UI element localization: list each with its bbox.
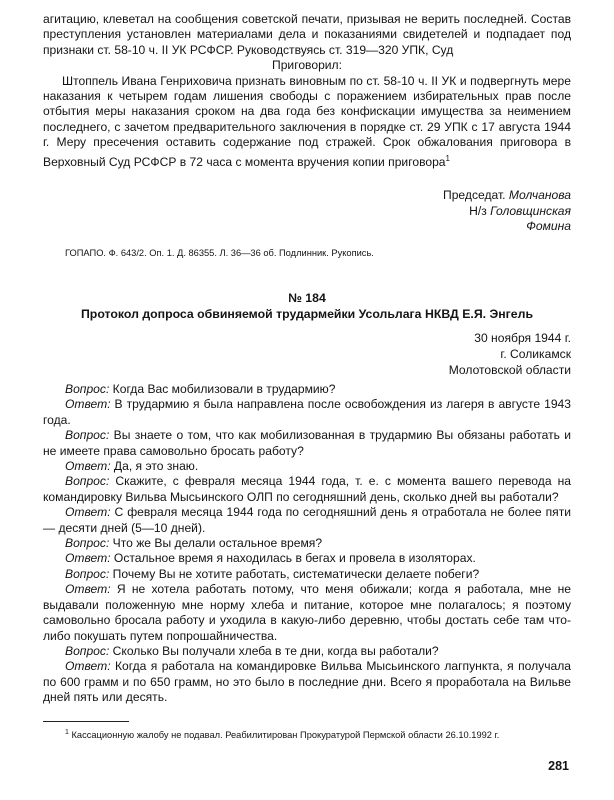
sentence-paragraph bbox=[43, 74, 571, 170]
doc-title: Протокол допроса обвиняемой трудармейки Усольлага НКВД Е.Я. Энгель bbox=[80, 307, 534, 321]
qa-item: Вопрос: Скажите, с февраля месяца 1944 года, т. е. с момента вашего перевода на командировку Вильва Мысьинского ОЛП по сегодняшний день, сколько дней вы работали? bbox=[43, 474, 571, 504]
archive-source: ГОПАПО. Ф. 643/2. Оп. 1. Д. 86355. Л. 36—36 об. Подлинник. Рукопись. bbox=[65, 248, 374, 258]
signatures bbox=[43, 188, 571, 235]
top-section bbox=[43, 12, 571, 170]
doc-number: № 184 bbox=[288, 291, 326, 305]
signature-name: Фомина bbox=[526, 219, 571, 234]
signature-role: Председат. bbox=[443, 188, 509, 202]
footnote-text: Кассационную жалобу не подавал. Реабилитирован Прокуратурой Пермской области 26.10.1992 г. bbox=[68, 730, 500, 741]
qa-item: Ответ: Да, я это знаю. bbox=[65, 459, 199, 474]
signature-chair bbox=[43, 188, 571, 204]
qa-item: Вопрос: Вы знаете о том, что как мобилизованная в трудармию Вы обязаны работать и не имеете права самовольно бросать работу? bbox=[43, 428, 571, 458]
sentence-text: Штоппель Ивана Генриховича признать виновным по ст. 58-10 ч. II УК и подвергнуть мере наказания к четырем годам лишения свободы с поражением избирательных прав после отбытия меры наказания сроком на два года без конфискации имущества за неимением последнего, с зачетом предварительного заключения в порядке ст. 29 УПК с 17 августа 1944 г. Меру пресечения оставить содержание под стражей. Срок обжалования приговора в Верховный Суд РСФСР в 72 часа с момента вручения копии приговора bbox=[43, 73, 571, 169]
qa-item: Ответ: С февраля месяца 1944 года по сегодняшний день я отработала не более пяти — десяти дней (5—10 дней). bbox=[43, 505, 571, 535]
qa-item: Ответ: В трудармию я была направлена после освобождения из лагеря в августе 1943 года. bbox=[43, 397, 571, 427]
signature-role: Н/з bbox=[469, 203, 491, 218]
qa-item: Вопрос: Что же Вы делали остальное время? bbox=[65, 536, 323, 551]
qa-item: Вопрос: Почему Вы не хотите работать, систематически делаете побеги? bbox=[65, 566, 480, 581]
qa-item: Ответ: Я не хотела работать потому, что меня обижали; когда я работала, мне не выдавали положенную мне норму хлеба и питание, которое мне полагалось; я поэтому самовольно бросала работу и уходила в какую-либо деревню, чтобы достать себе там что-либо покушать путем попрошайничества. bbox=[43, 582, 571, 643]
page-number: 281 bbox=[548, 759, 569, 773]
interrogation bbox=[43, 382, 571, 706]
doc-place-region: Молотовской области bbox=[448, 363, 571, 377]
footnote-ref: 1 bbox=[445, 153, 450, 163]
qa-item: Ответ: Когда я работала на командировке Вильва Мысьинского лагпункта, я получала по 600 грамм и по 650 грамм, но это было в последние дни. Всего я проработала на Вильве дней пять или десять. bbox=[43, 659, 571, 705]
doc-date-place bbox=[43, 330, 571, 378]
footnote-mark: 1 bbox=[65, 729, 69, 736]
footnote bbox=[43, 727, 571, 741]
verdict-heading: Приговорил: bbox=[272, 58, 342, 73]
qa-item: Ответ: Остальное время я находилась в бегах и провела в изоляторах. bbox=[65, 551, 476, 566]
verdict-paragraph: агитацию, клеветал на сообщения советской печати, призывая не верить последней. Состав преступления установлен материалами дела и показаниями свидетелей и подпадает под признаки ст. 58-10 ч. II УК РСФСР. Руководствуясь ст. 319—320 УПК, Суд bbox=[43, 12, 571, 57]
footnote-divider bbox=[43, 721, 129, 722]
signature-assessor bbox=[43, 204, 571, 220]
doc-date: 30 ноября 1944 г. bbox=[474, 331, 571, 345]
qa-item: Вопрос: Когда Вас мобилизовали в трудармию? bbox=[65, 382, 336, 396]
signature-name: Молчанова bbox=[508, 188, 571, 202]
signature-name: Головщинская bbox=[490, 203, 571, 218]
signature-third bbox=[43, 219, 571, 235]
doc-place-city: г. Соликамск bbox=[500, 347, 571, 361]
qa-item: Вопрос: Сколько Вы получали хлеба в те дни, когда вы работали? bbox=[65, 643, 439, 658]
